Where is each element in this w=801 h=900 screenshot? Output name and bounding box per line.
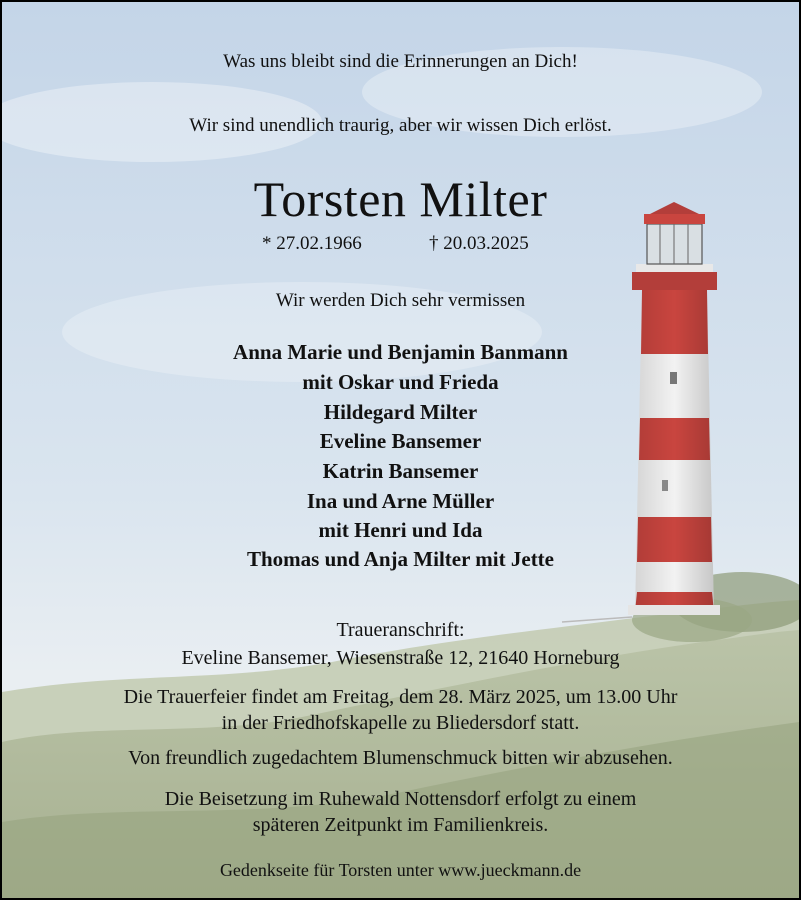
- burial-line-1: Die Beisetzung im Ruhewald Nottensdorf erfolgt zu einem: [164, 788, 637, 810]
- motto-line-1: Was uns bleibt sind die Erinnerungen an Dich!: [223, 51, 578, 72]
- burial-line-2: späteren Zeitpunkt im Familienkreis.: [252, 814, 549, 836]
- deceased-name: Torsten Milter: [253, 171, 548, 227]
- mourner-line: Anna Marie und Benjamin Banmann: [233, 340, 568, 364]
- notice-text: [2, 2, 799, 898]
- death-date: † 20.03.2025: [429, 233, 529, 254]
- ceremony-line-1: Die Trauerfeier findet am Freitag, dem 28. März 2025, um 13.00 Uhr: [123, 686, 678, 708]
- address-label: Traueranschrift:: [336, 619, 465, 641]
- miss-line: Wir werden Dich sehr vermissen: [275, 290, 526, 311]
- mourner-line: Ina und Arne Müller: [306, 489, 495, 513]
- mourner-line: mit Oskar und Frieda: [302, 370, 499, 394]
- memorial-page-line: Gedenkseite für Torsten unter www.jueckmann.de: [219, 860, 582, 880]
- flowers-note: Von freundlich zugedachtem Blumenschmuck bitten wir abzusehen.: [128, 747, 673, 769]
- mourner-line: Eveline Bansemer: [319, 429, 482, 453]
- mourner-line: mit Henri und Ida: [318, 518, 483, 542]
- mourner-line: Hildegard Milter: [323, 400, 478, 424]
- motto-line-2: Wir sind unendlich traurig, aber wir wissen Dich erlöst.: [189, 115, 612, 136]
- mourner-line: Thomas und Anja Milter mit Jette: [246, 547, 554, 571]
- birth-date: * 27.02.1966: [262, 233, 362, 254]
- mourner-line: Katrin Bansemer: [322, 459, 479, 483]
- ceremony-line-2: in der Friedhofskapelle zu Bliedersdorf statt.: [221, 712, 580, 734]
- address: Eveline Bansemer, Wiesenstraße 12, 21640 Horneburg: [181, 647, 620, 669]
